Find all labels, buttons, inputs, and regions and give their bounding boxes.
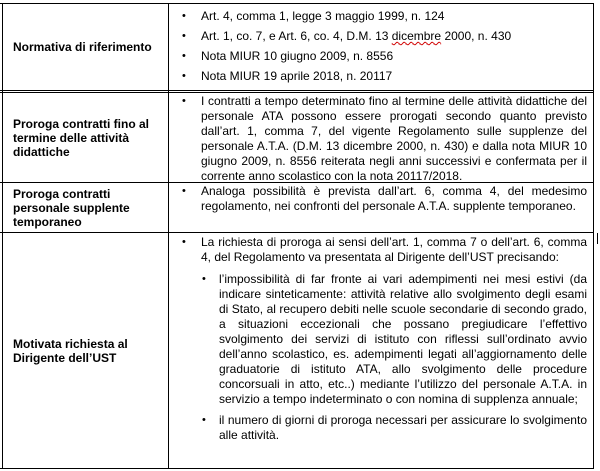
row-label-text: Proroga contratti personale supplente temporaneo [13,186,130,229]
list-item-text: La richiesta di proroga ai sensi dell’art. 1, comma 7 o dell’art. 6, comma 4, del Regolamento va presentata al Dirigente dell’UST precisando: [201,235,587,264]
list-item-text: Nota MIUR 10 giugno 2009, n. 8556 [201,49,394,63]
row-label-proroga-temporaneo [3,183,168,232]
bullet-icon: • [182,95,186,107]
spellcheck-word[interactable]: dicembre [391,29,442,43]
sub-bullet-icon: • [202,273,206,285]
list-item [169,49,593,64]
bullet-icon: • [182,185,186,197]
list-item [169,235,593,265]
row-label-text: Proroga contratti fino al termine delle attività didattiche [13,116,150,159]
list-item-text: Nota MIUR 19 aprile 2018, n. 20117 [201,69,393,83]
sub-list-item [169,272,593,407]
row-divider [0,90,594,91]
bullet-icon: • [182,10,186,22]
list-item [169,184,593,214]
row-divider [0,468,594,469]
row-content-proroga-temporaneo [169,184,593,232]
row-content-proroga-didattiche [169,94,593,182]
bullet-icon: • [182,30,186,42]
bullet-icon: • [182,70,186,82]
list-item-text: Art. 4, comma 1, legge 3 maggio 1999, n. 124 [201,9,445,23]
sub-list-item [169,413,593,443]
row-label-normativa [3,4,168,90]
list-item-text: Analoga possibilità è prevista dall’art. 6, comma 4, del medesimo regolamento, nei confronti del personale A.T.A. supplente temporaneo. [201,184,587,213]
bullet-icon: • [182,236,186,248]
row-label-text: Motivata richiesta al Dirigente dell’UST [13,336,128,365]
list-item [169,94,593,184]
column-divider [593,3,594,469]
list-item-text: Art. 1, co. 7, e Art. 6, co. 4, D.M. 13 dicembre 2000, n. 430 [201,29,512,43]
row-content-normativa [169,6,593,90]
row-label-text: Normativa di riferimento [13,40,152,54]
list-item [169,9,593,24]
sub-bullet-icon: • [202,414,206,426]
sub-list-item-text: il numero di giorni di proroga necessari per assicurare lo svolgimento alle attività. [219,413,587,442]
sub-list-item-text: l’impossibilità di far fronte ai vari adempimenti nei mesi estivi (da indicare sinteticamente: attività relative allo svolgimento degli esami di Stato, al recupero debiti nelle scuole secondarie di secondo grado, a situazioni eccezionali che possano pregiudicare l’effettivo svolgimento dei servizi di istituto con riflessi sull’ordinato avvio dell’anno scolastico, es. adempimenti legati all’aggiornamento delle graduatorie di istituto ATA, allo svolgimento delle procedure concorsuali in atto, etc..) mediante l’utilizzo del personale A.T.A. in servizio a tempo indeterminato o con nomina di supplenza annuale; [219,272,587,406]
list-item [169,29,593,44]
list-item [169,69,593,84]
row-label-motivata-richiesta [3,233,168,468]
row-content-motivata-richiesta [169,235,593,468]
list-item-text: I contratti a tempo determinato fino al termine delle attività didattiche del personale ATA possono essere prorogati secondo quanto previsto dall’art. 1, comma 7, del vigente Regolamento sulle supplenze del personale A.T.A. (D.M. 13 dicembre 2000, n. 430) e dalla nota MIUR 10 giugno 2009, n. 8556 reiterata negli anni successivi e confermata per il corrente anno scolastico con la nota 20117/2018. [201,94,587,183]
row-label-proroga-didattiche [3,93,168,182]
bullet-icon: • [182,50,186,62]
text-cursor [597,233,598,244]
